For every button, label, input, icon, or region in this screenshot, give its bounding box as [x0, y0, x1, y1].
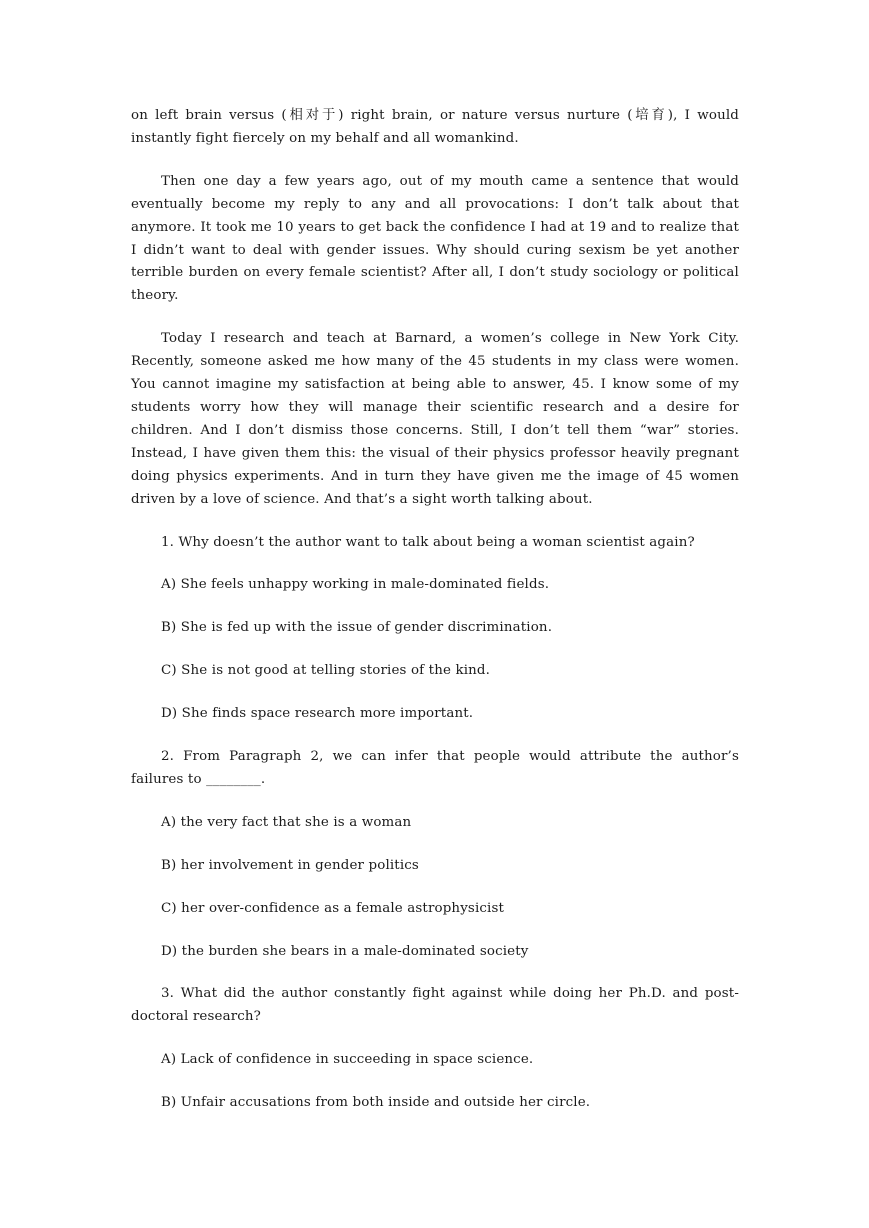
question-2-option-d: D) the burden she bears in a male-dominated society [161, 943, 529, 959]
question-1-option-b: B) She is fed up with the issue of gender discrimination. [161, 620, 553, 636]
passage-paragraph-1: on left brain versus (相对于) right brain, or nature versus nurture (培育), I would instantly fight fiercely on my behalf and all womankind. [131, 108, 739, 146]
question-1-option-d: D) She finds space research more important. [161, 706, 474, 722]
question-2-option-a: A) the very fact that she is a woman [161, 814, 412, 830]
question-1-option-c: C) She is not good at telling stories of the kind. [161, 663, 491, 679]
question-1-stem: 1. Why doesn’t the author want to talk about being a woman scientist again? [161, 534, 695, 550]
question-3-option-b: B) Unfair accusations from both inside and outside her circle. [161, 1095, 591, 1111]
question-1-option-a: A) She feels unhappy working in male-dominated fields. [161, 577, 550, 593]
document-body [131, 105, 739, 1135]
passage-paragraph-3: Today I research and teach at Barnard, a women’s college in New York City. Recently, someone asked me how many of the 45 students in my class were women. You cannot imagine my satisfaction at being able to answer, 45. I know some of my students worry how they will manage their scientific research and a desire for children. And I don’t dismiss those concerns. Still, I don’t tell them “war” stories. Instead, I have given them this: the visual of their physics professor heavily pregnant doing physics experiments. And in turn they have given me the image of 45 women driven by a love of science. And that’s a sight worth talking about. [131, 331, 739, 507]
question-2-option-c: C) her over-confidence as a female astrophysicist [161, 900, 505, 916]
question-3-option-a: A) Lack of confidence in succeeding in space science. [161, 1052, 534, 1068]
question-2-option-b: B) her involvement in gender politics [161, 857, 419, 873]
question-3-stem: 3. What did the author constantly fight against while doing her Ph.D. and post-doctoral research? [131, 986, 739, 1025]
passage-paragraph-2: Then one day a few years ago, out of my mouth came a sentence that would eventually become my reply to any and all provocations: I don’t talk about that anymore. It took me 10 years to get back the confidence I had at 19 and to realize that I didn’t want to deal with gender issues. Why should curing sexism be yet another terrible burden on every female scientist? After all, I don’t study sociology or political theory. [131, 173, 739, 304]
question-2-stem: 2. From Paragraph 2, we can infer that people would attribute the author’s failures to ________. [131, 749, 739, 787]
